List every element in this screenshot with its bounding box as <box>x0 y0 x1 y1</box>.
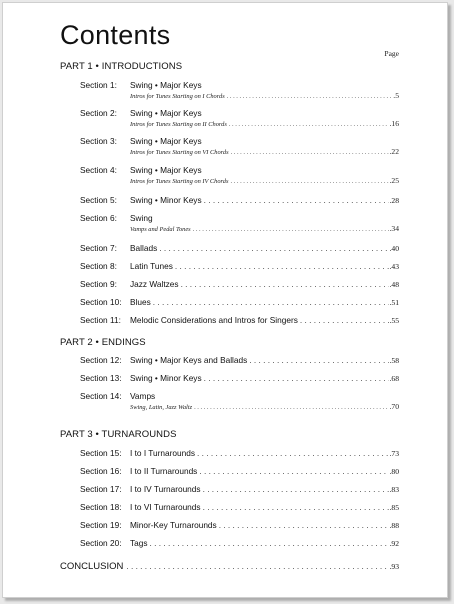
dot-leader <box>159 243 388 253</box>
section-number: Section 5: <box>80 195 117 205</box>
section-number: Section 12: <box>80 355 122 365</box>
entry-line <box>130 538 399 548</box>
entry-page-number: .80 <box>389 467 399 476</box>
toc-entry[interactable] <box>60 484 399 496</box>
dot-leader <box>300 315 389 325</box>
section-number: Section 2: <box>80 108 117 118</box>
toc-entry[interactable] <box>60 373 399 385</box>
entry-page-number: .22 <box>389 147 399 156</box>
entry-line <box>130 315 399 325</box>
entry-page-number: .43 <box>389 262 399 271</box>
dot-leader <box>193 226 389 233</box>
entry-subtitle-line <box>130 119 399 128</box>
entry-page-number: .16 <box>389 119 399 128</box>
entry-subtitle: Swing, Latin, Jazz Waltz <box>130 404 193 411</box>
entry-page-number: .25 <box>389 176 399 185</box>
entry-page-number: .58 <box>389 356 399 365</box>
entry-page-number: .92 <box>389 539 399 548</box>
section-number: Section 1: <box>80 80 117 90</box>
dot-leader <box>229 121 389 128</box>
entry-subtitle: Intros for Tunes Starting on VI Chords <box>130 149 229 156</box>
entry-line <box>130 80 399 90</box>
section-number: Section 19: <box>80 520 122 530</box>
section-number: Section 15: <box>80 448 122 458</box>
dot-leader <box>204 195 389 205</box>
entry-title: Blues <box>130 297 151 307</box>
dot-leader <box>231 149 389 156</box>
dot-leader <box>194 404 388 411</box>
entry-page-number: .28 <box>389 196 399 205</box>
toc-entry[interactable] <box>60 355 399 367</box>
section-number: Section 18: <box>80 502 122 512</box>
entry-title: I to I Turnarounds <box>130 448 196 458</box>
section-number: Section 10: <box>80 297 122 307</box>
toc-entry[interactable] <box>60 391 399 413</box>
entry-subtitle: Intros for Tunes Starting on I Chords <box>130 93 225 100</box>
entry-title: Swing • Major Keys <box>130 165 202 175</box>
entry-line <box>130 297 399 307</box>
entry-page-number: .51 <box>389 298 399 307</box>
entry-title: Swing • Major Keys <box>130 136 202 146</box>
dot-leader <box>203 484 389 494</box>
entry-subtitle: Intros for Tunes Starting on II Chords <box>130 121 227 128</box>
page-title: Contents <box>60 20 171 50</box>
conclusion-label: CONCLUSION <box>60 561 124 572</box>
toc-entry[interactable] <box>60 466 399 478</box>
entry-page-number: .5 <box>393 91 399 100</box>
toc-entry[interactable] <box>60 195 399 207</box>
toc-entry[interactable] <box>60 213 399 235</box>
entry-line <box>130 195 399 205</box>
entry-title: Minor-Key Turnarounds <box>130 520 217 530</box>
section-number: Section 17: <box>80 484 122 494</box>
entry-subtitle-line <box>130 91 399 100</box>
entry-page-number: .83 <box>389 485 399 494</box>
entry-title: Swing • Major Keys and Ballads <box>130 355 248 365</box>
section-number: Section 16: <box>80 466 122 476</box>
entry-line <box>130 373 399 383</box>
dot-leader <box>199 466 388 476</box>
section-number: Section 13: <box>80 373 122 383</box>
toc-entry[interactable] <box>60 315 399 327</box>
section-number: Section 7: <box>80 243 117 253</box>
dot-leader <box>230 178 388 185</box>
entry-subtitle-line <box>130 176 399 185</box>
toc-entry[interactable] <box>60 261 399 273</box>
dot-leader <box>203 502 389 512</box>
toc-entry[interactable] <box>60 80 399 102</box>
entry-page-number: .88 <box>389 521 399 530</box>
toc-entry[interactable] <box>60 502 399 514</box>
dot-leader <box>153 297 389 307</box>
dot-leader <box>181 279 389 289</box>
dot-leader <box>126 561 388 571</box>
toc-entry[interactable] <box>60 538 399 550</box>
entry-page-number: .34 <box>389 224 399 233</box>
entry-subtitle-line <box>130 224 399 233</box>
entry-line <box>130 484 399 494</box>
entry-title: Ballads <box>130 243 158 253</box>
toc-entry[interactable] <box>60 108 399 130</box>
toc-entry[interactable] <box>60 279 399 291</box>
entry-title: Vamps <box>130 391 156 401</box>
toc-entry[interactable] <box>60 136 399 158</box>
entry-page-number: .40 <box>389 244 399 253</box>
entry-page-number: .55 <box>389 316 399 325</box>
section-number: Section 9: <box>80 279 117 289</box>
entry-line <box>130 165 399 175</box>
entry-line <box>130 243 399 253</box>
entry-title: Swing <box>130 213 153 223</box>
part-heading: PART 3 • TURNAROUNDS <box>60 429 177 440</box>
toc-entry[interactable] <box>60 448 399 460</box>
entry-line <box>130 355 399 365</box>
entry-subtitle: Vamps and Pedal Tones <box>130 226 191 233</box>
toc-entry[interactable] <box>60 520 399 532</box>
entry-title: Swing • Minor Keys <box>130 195 202 205</box>
entry-subtitle-line <box>130 402 399 411</box>
section-number: Section 11: <box>80 315 121 325</box>
toc-entry[interactable] <box>60 243 399 255</box>
entry-line <box>130 520 399 530</box>
dot-leader <box>227 93 393 100</box>
entry-title: I to II Turnarounds <box>130 466 198 476</box>
entry-subtitle-line <box>130 147 399 156</box>
section-number: Section 6: <box>80 213 117 223</box>
part-heading: PART 2 • ENDINGS <box>60 337 146 348</box>
toc-entry[interactable] <box>60 297 399 309</box>
entry-title: Jazz Waltzes <box>130 279 179 289</box>
entry-page-number: .70 <box>389 402 399 411</box>
contents-page <box>2 2 448 598</box>
entry-title: Melodic Considerations and Intros for Singers <box>130 315 298 325</box>
entry-title: I to VI Turnarounds <box>130 502 201 512</box>
entry-line <box>130 108 399 118</box>
section-number: Section 14: <box>80 391 122 401</box>
entry-line <box>130 502 399 512</box>
entry-line <box>130 448 399 458</box>
entry-subtitle: Intros for Tunes Starting on IV Chords <box>130 178 229 185</box>
page-column-header: Page <box>384 49 399 58</box>
toc-entry[interactable] <box>60 165 399 187</box>
entry-line <box>130 391 399 401</box>
entry-page-number: .68 <box>389 374 399 383</box>
dot-leader <box>249 355 388 365</box>
entry-title: Swing • Major Keys <box>130 108 202 118</box>
part-heading: PART 1 • INTRODUCTIONS <box>60 61 183 72</box>
entry-line <box>130 279 399 289</box>
section-number: Section 8: <box>80 261 117 271</box>
entry-line <box>130 213 399 223</box>
entry-title: Tags <box>130 538 148 548</box>
entry-page-number: .73 <box>389 449 399 458</box>
dot-leader <box>197 448 388 458</box>
entry-line <box>130 261 399 271</box>
entry-title: Swing • Major Keys <box>130 80 202 90</box>
entry-line <box>130 466 399 476</box>
dot-leader <box>204 373 389 383</box>
dot-leader <box>150 538 389 548</box>
entry-title: Latin Tunes <box>130 261 173 271</box>
conclusion-entry[interactable] <box>60 561 399 572</box>
section-number: Section 20: <box>80 538 122 548</box>
entry-title: Swing • Minor Keys <box>130 373 202 383</box>
entry-page-number: .85 <box>389 503 399 512</box>
section-number: Section 3: <box>80 136 117 146</box>
dot-leader <box>175 261 389 271</box>
dot-leader <box>219 520 389 530</box>
conclusion-page-number: .93 <box>389 562 399 571</box>
entry-title: I to IV Turnarounds <box>130 484 201 494</box>
entry-line <box>130 136 399 146</box>
entry-page-number: .48 <box>389 280 399 289</box>
section-number: Section 4: <box>80 165 117 175</box>
